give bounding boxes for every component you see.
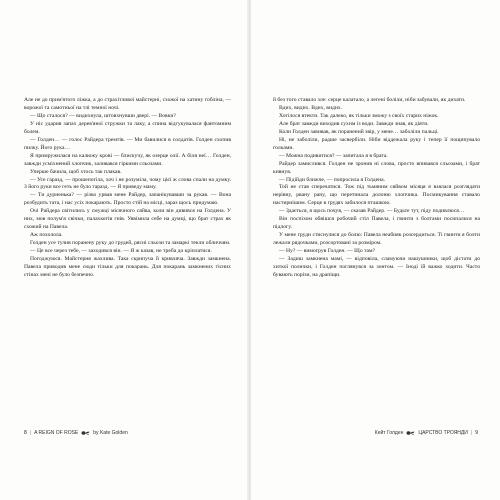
paragraph: — Ти дурненька? — різко урвав мене Райдер, запанікувавши за рукав. — Вона розбудить тата, і нас усіх покарають. Просто стій на місці, зараз щось придумаю. — [24, 192, 231, 207]
right-page-text — [273, 97, 480, 280]
paragraph: — Задиш замкнена мамі, — відповіла, сламуючи нашушники, щоб дістати до хиткої полички, і Голден поглянувся за зонтом. — Іноді їй важко ходити. Часто бувають порізи, на драпіщи. — [273, 256, 480, 278]
paragraph: — Підійди ближче, — попросила я Голдена. — [279, 176, 386, 183]
left-page-footer — [24, 430, 128, 436]
paragraph: — Ну? — вимогрув Голден. — Що там? — [279, 248, 376, 255]
paragraph: — Це все через тебе, — заходився він. — Я ж казав, не треба до кріплатися. — [30, 248, 212, 255]
paragraph: Але не до прим'ятого ліжка, а до страхітливої майстерні, схожої на хатину гобліна, — ворожої та самотньої на тлі темної ночі. — [24, 97, 231, 111]
paragraph: Голден усе тулив поранену руку до грудей, рясні сльози та замаркі текли обличчям. — [30, 240, 231, 247]
paragraph: — Можна подивитися? — запитала я в брата. — [279, 152, 388, 159]
paragraph: Він поспіхом обвішся робочий стіл Павела, і гвинти з болтами посипалися на підлогу. — [273, 216, 480, 231]
paragraph: Коли Голден завивав, як поранений звір, у мене… заболіли пальці. — [279, 128, 439, 135]
rose-icon — [81, 430, 90, 436]
left-page — [0, 0, 249, 500]
paragraph: — Голден… — голос Райдера тремтів. — Ми бавилися в солдатів. Голден схопив пилку. Його рука… — [24, 136, 231, 151]
page-number: 8 — [24, 430, 27, 436]
paragraph: Очі Райдера світились у смужці місячного сяйва, коли він дивився на Голдена. У них, мов полум'я свічки, палахкотів гнів. Уявімила себе на думці, що брат страх як схожий на Павела. — [24, 208, 231, 231]
paragraph: Аж похолола. — [30, 232, 63, 239]
paragraph: — Що сталося? — видихнула, штовхнувши двері. — Вовки? — [30, 112, 176, 119]
paragraph: — Здається, я щось почув, — сказав Райдер. — Будьте тут, піду подивлюся… — [279, 208, 465, 215]
footer-separator: | — [470, 430, 473, 436]
page-number: 9 — [475, 430, 478, 436]
paragraph: Я примружилася на калюжу крові — блискучу, як озерце олії. А біля неї… Голден, завжди усміхнений хлопчик, заливався гіркими сльозами. — [24, 152, 231, 167]
footer-separator: | — [29, 430, 32, 436]
paragraph: Райдер замислився. Голден не зронив ні слова, просто впивався сльозами, і брат кивнув. — [273, 160, 480, 175]
book-title: A REIGN OF ROSE — [34, 430, 79, 436]
left-page-text — [24, 97, 231, 280]
author-name: by Kate Golden — [93, 430, 128, 436]
paragraph: й без того ставало зле: серце калатало, а легені боліли, ніби забували, як дихати. — [273, 97, 466, 103]
paragraph: У мене груди стиснулися до болю: Павела неабияк розсердиться. Ті гвинти я болти лежали рядочками, розсортовані за розміром. — [273, 232, 480, 247]
book-title: ЦАРСТВО ТРОЯНДИ — [418, 430, 468, 436]
paragraph: Той не став сперечатися. Тож під тьмяним сяйвом місяця я взялася розглядати нерівну, рвану рану, що перетинала долоню хлопчика. Посмикування ставало настирнішим. Серце в грудях забилося пташкою. — [273, 184, 480, 207]
paragraph: Хотілося втекти. Так далеко, як тільки зможу з своїх старих ніжок. — [279, 112, 439, 119]
paragraph: Вдих, видих. Вдих, видих. — [279, 104, 343, 111]
right-page-footer — [375, 430, 478, 436]
rose-icon — [406, 430, 415, 436]
paragraph: Але брат завжди виходив сухим із води. Завжди знав, як діяти. — [279, 120, 429, 127]
paragraph: У ніс ударив запах дерев'яної стружки та лаку, а спина відгукувалася фантомним болем. — [24, 120, 231, 135]
author-name: Кейт Голден — [374, 430, 404, 436]
paragraph: Ні, не заболіли, радше засвербіли. Ніби віддежала руку і тепер її пощипувало голками. — [273, 136, 480, 151]
right-page — [251, 0, 500, 500]
paragraph: Уперше бачила, щоб хтось так плакав. — [30, 168, 122, 175]
paragraph: Погоджуюся. Майстерня жахлива. Така скрипуча й кривляча. Завжди замкнена. Павела приводив мене сюди тільки для покарань. Для покарань замкнених тісних стінах мені не було безпечно. — [24, 256, 231, 278]
paragraph: — Усе гаразд, — прошепотіла, хоч і не розуміла, чому цієї ж слова спали на думку. З його руки все геть не було гаразд. — Я приведу маму. — [24, 176, 231, 191]
